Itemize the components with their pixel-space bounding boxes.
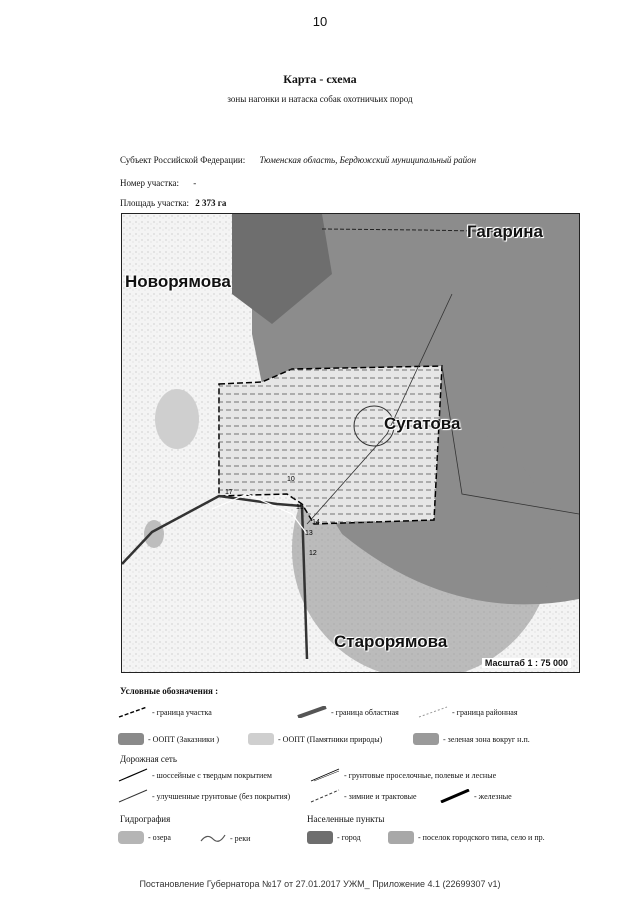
- legend-item: - зимние и трактовые: [310, 789, 417, 803]
- point-label: 12: [309, 550, 317, 557]
- map-frame: [121, 213, 580, 673]
- page-number: 10: [312, 14, 328, 29]
- hydro-title: Гидрография: [120, 814, 171, 824]
- plot-row: [120, 178, 196, 188]
- plot-value: -: [193, 178, 197, 188]
- legend-item: - грунтовые проселочные, полевые и лесные: [310, 768, 496, 782]
- settlement-gagarina: Гагарина: [467, 222, 543, 241]
- settlements-title: Населенные пункты: [307, 814, 385, 824]
- highway-icon: [118, 768, 148, 782]
- city-swatch-icon: [307, 831, 333, 844]
- legend-item: - город: [307, 831, 361, 844]
- river-icon: [200, 831, 226, 845]
- lake-shape: [155, 389, 199, 449]
- legend-item: - озера: [118, 831, 171, 844]
- district-border-icon: [418, 706, 448, 718]
- roads-title: Дорожная сеть: [120, 754, 177, 764]
- point-label: 15: [296, 504, 304, 511]
- settlement-novoryamova: Новорямова: [125, 272, 231, 291]
- plot-label: Номер участка:: [120, 178, 179, 188]
- point-label: 13: [305, 530, 313, 537]
- point-label: 14: [312, 519, 320, 526]
- legend-item: - граница районная: [418, 706, 518, 718]
- settlement-sugatova: Сугатова: [384, 414, 461, 433]
- legend-item: - улучшенные грунтовые (без покрытия): [118, 789, 290, 803]
- area-label: Площадь участка:: [120, 198, 190, 208]
- legend-item: - реки: [200, 831, 250, 845]
- dirt-road-icon: [310, 768, 340, 782]
- point-label: 10: [287, 476, 295, 483]
- oblast-border-icon: [297, 706, 327, 718]
- legend-item: - ООПТ (Заказники ): [118, 733, 219, 745]
- legend-item: - зеленая зона вокруг н.п.: [413, 733, 530, 745]
- green-zone-swatch-icon: [413, 733, 439, 745]
- document-footer: Постановление Губернатора №17 от 27.01.2017 УЖМ_ Приложение 4.1 (22699307 v1): [139, 879, 501, 889]
- village-swatch-icon: [388, 831, 414, 844]
- plot-border-icon: [118, 706, 148, 718]
- settlement-staroryamova: Старорямова: [334, 632, 448, 651]
- legend-item: - шоссейные с твердым покрытием: [118, 768, 272, 782]
- nature-monument-swatch-icon: [248, 733, 274, 745]
- legend-title: Условные обозначения :: [120, 686, 219, 696]
- railway-icon: [440, 789, 470, 803]
- subject-value: Тюменская область, Бердюжский муниципальный район: [259, 155, 477, 165]
- lake-shape: [144, 520, 164, 548]
- legend-item: - граница областная: [297, 706, 399, 718]
- area-row: [120, 198, 226, 208]
- legend-item: - поселок городского типа, село и пр.: [388, 831, 545, 844]
- point-label: 17: [225, 489, 233, 496]
- winter-road-icon: [310, 789, 340, 803]
- reserve-swatch-icon: [118, 733, 144, 745]
- map-scale: Масштаб 1 : 75 000: [482, 658, 571, 668]
- legend-item: - железные: [440, 789, 512, 803]
- page-subtitle: зоны нагонки и натаска собак охотничьих пород: [227, 94, 413, 104]
- subject-label: Субъект Российской Федерации:: [120, 155, 246, 165]
- subject-row: [120, 155, 476, 165]
- page-title: Карта - схема: [283, 72, 357, 86]
- legend-item: - граница участка: [118, 706, 212, 718]
- lake-swatch-icon: [118, 831, 144, 844]
- area-value: 2 373 га: [195, 198, 227, 208]
- improved-road-icon: [118, 789, 148, 803]
- legend-item: - ООПТ (Памятники природы): [248, 733, 382, 745]
